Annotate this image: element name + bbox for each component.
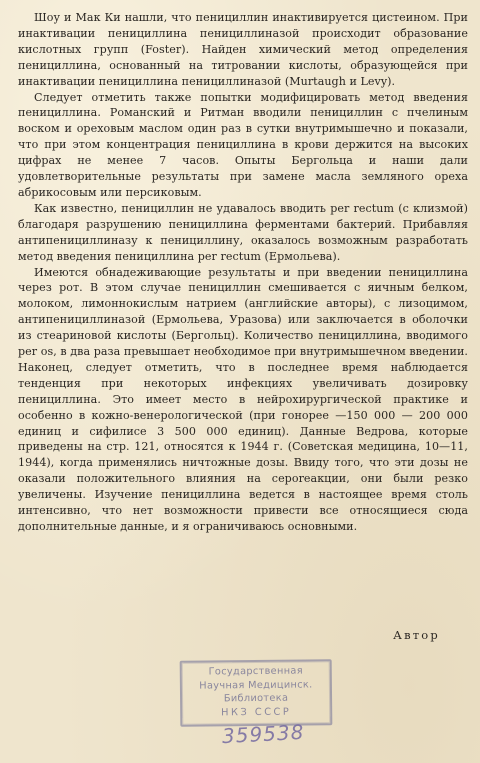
handwritten-catalog-number: 359538 <box>221 719 305 749</box>
stamp-line-4: НКЗ СССР <box>221 706 292 718</box>
author-signature: Автор <box>393 628 440 642</box>
paragraph-2: Следует отметить также попытки модифицировать метод введения пенициллина. Романский и Ритман вводили пенициллин с пчелиным воском и ореховым маслом один раз в сутки внутримышечно и показали, что при этом концентрация пенициллина в крови держится на высоких цифрах не менее 7 часов. Опыты Бергольца и наши дали удовлетворительные результаты при замене масла земляного ореха абрикосовым или персиковым. <box>18 90 468 199</box>
paragraph-3: Как известно, пенициллин не удавалось вводить per rectum (с клизмой) благодаря разрушению пенициллина ферментами бактерий. Прибавляя антипенициллиназу к пенициллину, оказалось возможным разработать метод введения пенициллина per rectum (Ермольева). <box>18 201 468 263</box>
body-text <box>18 10 468 535</box>
stamp-line-2: Научная Медицинск. <box>199 678 313 692</box>
stamp-line-1: Государственная <box>208 665 303 678</box>
paragraph-4: Имеются обнадеживающие результаты и при введении пенициллина через рот. В этом случае пенициллин смешивается с яичным белком, молоком, лимоннокислым натрием (английские авторы), с лизоцимом, антипенициллиназой (Ермольева, Уразова) или заключается в оболочки из стеариновой кислоты (Бергольц). Количество пенициллина, вводимого per os, в два раза превышает необходимое при внутримышечном введении. Наконец, следует отметить, что в последнее время наблюдается тенденция при некоторых инфекциях увеличивать дозировку пенициллина. Это имеет место в нейрохирургической практике и особенно в кожно-венерологической (при гонорее —150 000 — 200 000 единиц и сифилисе 3 500 000 единиц). Данные Ведрова, которые приведены на стр. 121, относятся к 1944 г. (Советская медицина, 10—11, 1944), когда применялись ничтожные дозы. Ввиду того, что эти дозы не оказали положительного влияния на сероreакции, они были резко увеличены. Изучение пенициллина ведется в настоящее время столь интенсивно, что нет возможности привести все относящиеся сюда дополнительные данные, и я ограничиваюсь основными. <box>18 265 468 533</box>
paragraph-1: Шоу и Мак Ки нашли, что пенициллин инактивируется цистеином. При инактивации пенициллина пенициллиназой происходит образование кислотных групп (Foster). Найден химический метод определения пенициллина, основанный на титровании кислоты, образующейся при инактивации пенициллина пенициллиназой (Murtaugh и Levy). <box>18 11 468 88</box>
library-stamp <box>180 659 333 727</box>
stamp-line-3: Библиотека <box>223 692 289 705</box>
